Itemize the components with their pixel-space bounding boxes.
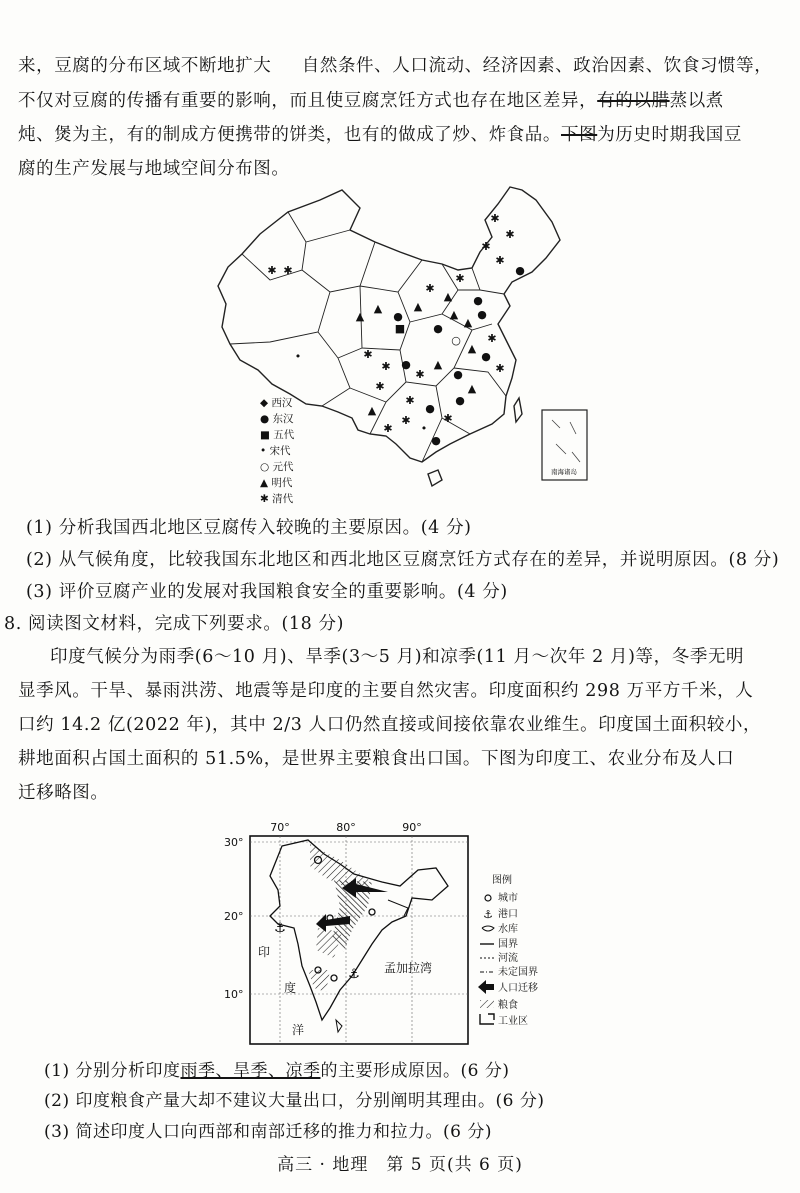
svg-text:▲: ▲ (367, 404, 377, 417)
svg-text:●: ● (401, 358, 411, 371)
legend-symbol-2: ■ (260, 429, 270, 441)
legend-symbol-1: ● (260, 413, 270, 425)
svg-text:✱: ✱ (505, 228, 515, 241)
struck-text: 下图 (561, 125, 598, 145)
intro-line-3 (18, 121, 788, 146)
legend-label-5: 明代 (271, 477, 293, 489)
svg-text:▲: ▲ (443, 290, 453, 303)
map-frame (250, 836, 468, 1044)
svg-text:✱: ✱ (481, 240, 491, 253)
industry-icon (480, 1014, 494, 1024)
lat-20: 20° (224, 910, 244, 923)
svg-text:✱: ✱ (455, 272, 465, 285)
legend-symbol-4: ○ (260, 461, 270, 473)
legend-label: 河流 (498, 953, 518, 964)
svg-text:◆ 西汉 (260, 397, 293, 409)
svg-text:▲: ▲ (413, 300, 423, 313)
intro-text: 腐的生产发展与地域空间分布图。 (18, 159, 290, 179)
q8-heading: 8. 阅读图文材料，完成下列要求。(18 分) (4, 614, 345, 634)
svg-text:✱: ✱ (267, 264, 277, 277)
svg-text:●: ● (433, 322, 443, 335)
india-map-legend (478, 873, 538, 1027)
intro-line-4 (18, 155, 788, 180)
era-markers (267, 212, 524, 447)
svg-text:▲: ▲ (463, 316, 473, 329)
svg-text:•: • (420, 422, 428, 435)
legend-label: 港口 (498, 909, 518, 920)
svg-text:✱: ✱ (495, 362, 505, 375)
svg-text:●: ● (431, 434, 441, 447)
svg-text:●: ● (481, 350, 491, 363)
svg-text:✱: ✱ (425, 282, 435, 295)
legend-symbol-6: ✱ (260, 493, 269, 504)
legend-label-0: 西汉 (271, 397, 293, 409)
lon-90: 90° (402, 821, 422, 834)
intro-text: 炖、煲为主，有的制成方便携带的饼类，也有的做成了炒、炸食品。 (18, 125, 561, 145)
svg-text:●: ● (455, 394, 465, 407)
svg-text:○: ○ (451, 334, 461, 347)
intro-text: 为历史时期我国豆 (597, 125, 743, 145)
legend-label: 人口迁移 (498, 983, 538, 994)
q8-2: (2) 印度粮食产量大却不建议大量出口，分别阐明其理由。(6 分) (44, 1091, 545, 1111)
q8-para-line-3: 口约 14.2 亿(2022 年)，其中 2/3 人口仍然直接或间接依靠农业维生。印度国土面积较小， (18, 715, 762, 735)
q8-3: (3) 简述印度人口向西部和南部迁移的推力和拉力。(6 分) (44, 1122, 492, 1142)
q7-1: (1) 分析我国西北地区豆腐传入较晚的主要原因。(4 分) (26, 518, 472, 538)
port-icon: ⚓ (483, 908, 493, 921)
svg-text:✱ 清代 (260, 492, 294, 504)
svg-text:✱: ✱ (405, 394, 415, 407)
svg-text:▲ 明代 (260, 476, 293, 489)
sea-label: 印 (258, 945, 271, 959)
legend-symbol-3: • (260, 445, 267, 457)
port-icon: ⚓ (348, 967, 360, 982)
legend-label: 国界 (498, 939, 518, 950)
legend-label-3: 宋代 (269, 445, 291, 457)
svg-text:● 东汉 (260, 412, 294, 425)
svg-text:✱: ✱ (363, 348, 373, 361)
reservoir-icon (482, 926, 494, 931)
svg-text:•: • (294, 350, 302, 363)
svg-text:✱: ✱ (375, 380, 385, 393)
intro-text: 蒸以煮 (669, 91, 724, 111)
lon-70: 70° (270, 821, 290, 834)
legend-symbol-5: ▲ (260, 477, 269, 489)
legend-label: 工业区 (498, 1016, 528, 1027)
intro-text: 自然条件、人口流动、经济因素、政治因素、饮食习惯等， (301, 56, 773, 76)
legend-label-1: 东汉 (272, 413, 294, 425)
taiwan-island (514, 398, 522, 422)
inset-label: 南海诸岛 (551, 468, 577, 476)
china-tofu-distribution-map (210, 182, 595, 504)
svg-text:✱: ✱ (487, 332, 497, 345)
svg-text:●: ● (425, 402, 435, 415)
legend-label: 城市 (498, 893, 518, 904)
intro-text: 来，豆腐的分布区域不断地扩大 (18, 56, 272, 76)
legend-label: 粮食 (498, 1000, 518, 1011)
q8-1-text: (1) 分别分析印度 (44, 1061, 181, 1081)
q8-1 (44, 1056, 509, 1081)
svg-text:●: ● (453, 368, 463, 381)
bay-label: 孟加拉湾 (384, 961, 433, 975)
svg-text:✱: ✱ (495, 254, 505, 267)
q7-2: (2) 从气候角度，比较我国东北地区和西北地区豆腐烹饪方式存在的差异，并说明原因。(8 分) (26, 550, 780, 570)
svg-text:●: ● (473, 294, 483, 307)
grain-area (316, 928, 342, 958)
struck-text: 有的以腊 (597, 91, 670, 111)
port-icon: ⚓ (274, 921, 286, 936)
svg-text:■ 五代 (260, 428, 295, 441)
grain-icon (480, 1000, 494, 1008)
svg-text:✱: ✱ (383, 422, 393, 435)
svg-text:✱: ✱ (381, 360, 391, 373)
svg-text:• 宋代 (260, 444, 291, 457)
q8-para-line-1: 印度气候分为雨季(6～10 月)、旱季(3～5 月)和凉季(11 月～次年 2 月)等，冬季无明 (50, 647, 745, 667)
intro-text: 不仅对豆腐的传播有重要的影响，而且使豆腐烹饪方式也存在地区差异， (18, 91, 598, 111)
legend-label: 未定国界 (498, 967, 538, 978)
india-outline (270, 840, 448, 1020)
svg-text:●: ● (515, 264, 525, 277)
svg-text:▲: ▲ (355, 310, 365, 323)
city-icon (485, 895, 491, 901)
svg-text:✱: ✱ (401, 414, 411, 427)
q8-para-line-4: 耕地面积占国土面积的 51.5%，是世界主要粮食出口国。下图为印度工、农业分布及人口 (18, 749, 735, 769)
china-map-legend (260, 397, 295, 504)
legend-label-6: 清代 (272, 493, 294, 504)
svg-text:✱: ✱ (490, 212, 500, 225)
svg-text:▲: ▲ (449, 308, 459, 321)
lat-30: 30° (224, 836, 244, 849)
lon-80: 80° (336, 821, 356, 834)
q7-3: (3) 评价豆腐产业的发展对我国粮食安全的重要影响。(4 分) (26, 582, 508, 602)
svg-text:▲: ▲ (467, 382, 477, 395)
legend-label-4: 元代 (272, 461, 294, 473)
q8-para-line-5: 迁移略图。 (18, 783, 109, 803)
svg-text:■: ■ (394, 322, 406, 335)
graticule (250, 836, 468, 1044)
hainan-island (428, 470, 442, 486)
intro-line-1 (18, 52, 788, 77)
svg-text:○ 元代 (260, 460, 294, 473)
svg-text:▲: ▲ (433, 358, 443, 371)
legend-title: 图例 (492, 875, 512, 886)
q8-1-underlined: 雨季、旱季、凉季 (180, 1061, 321, 1081)
svg-text:✱: ✱ (443, 412, 453, 425)
sea-label: 度 (284, 981, 297, 995)
page-footer: 高三 · 地理 第 5 页(共 6 页) (277, 1155, 523, 1175)
svg-text:▲: ▲ (373, 302, 383, 315)
india-industry-agriculture-migration-map (222, 820, 582, 1048)
sea-label: 洋 (292, 1023, 305, 1037)
q8-1-text: 的主要形成原因。(6 分) (320, 1061, 510, 1081)
svg-text:●: ● (393, 310, 403, 323)
intro-line-2 (18, 87, 788, 112)
legend-label-2: 五代 (273, 429, 295, 441)
migration-icon (478, 980, 494, 994)
svg-text:✱: ✱ (415, 368, 425, 381)
legend-label: 水库 (498, 924, 518, 935)
svg-text:✱: ✱ (283, 264, 293, 277)
svg-text:●: ● (477, 308, 487, 321)
lat-10: 10° (224, 988, 244, 1001)
q8-para-line-2: 显季风。干旱、暴雨洪涝、地震等是印度的主要自然灾害。印度面积约 298 万平方千米，人 (18, 681, 754, 701)
legend-symbol-0: ◆ (260, 397, 269, 409)
svg-text:▲: ▲ (467, 342, 477, 355)
